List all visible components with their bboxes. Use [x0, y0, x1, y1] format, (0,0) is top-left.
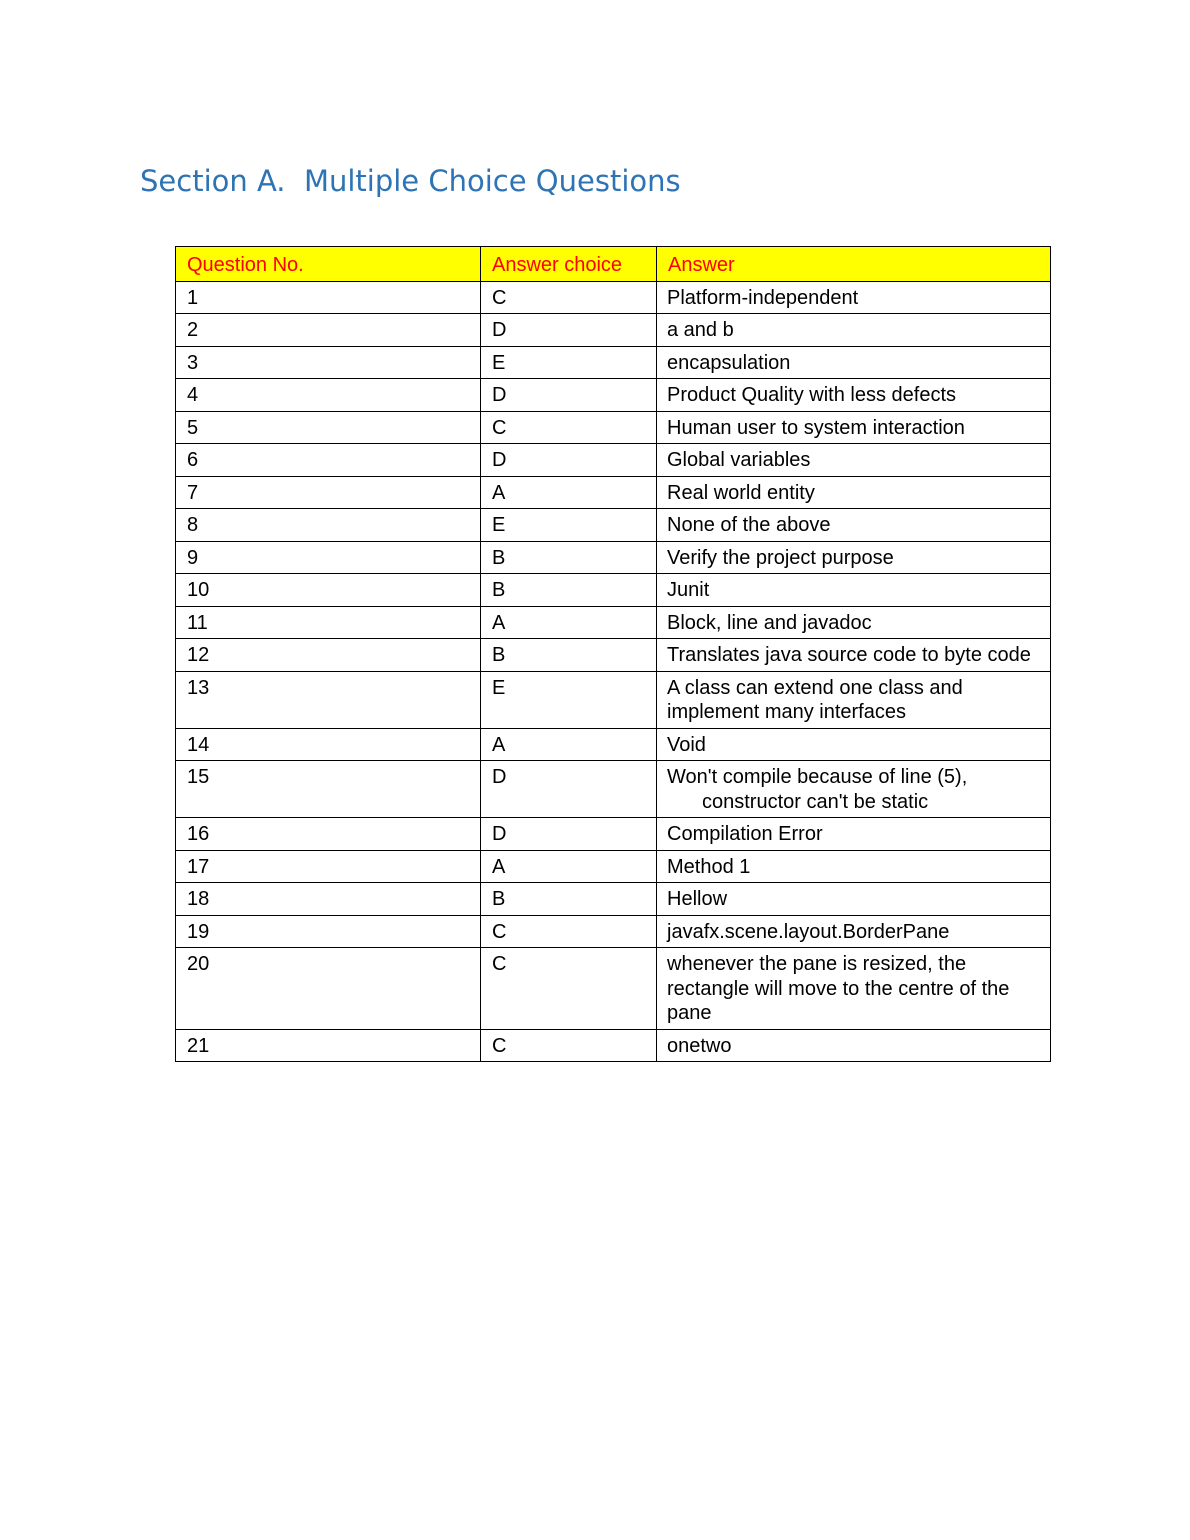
answer-choice-cell: C: [481, 281, 657, 314]
answer-choice-cell: D: [481, 444, 657, 477]
question-number-cell: 2: [176, 314, 481, 347]
answer-cell: [657, 761, 1051, 818]
answer-text: encapsulation: [667, 351, 791, 374]
table-row: [176, 915, 1051, 948]
answer-text: a and b: [667, 319, 734, 341]
question-number-cell: 16: [176, 818, 481, 851]
question-number-cell: 14: [176, 728, 481, 761]
table-row: [176, 314, 1051, 347]
answer-text: Translates java source code to byte code: [667, 644, 1031, 666]
question-number-cell: 1: [176, 281, 481, 314]
answer-cell: [657, 948, 1051, 1030]
answer-text: whenever the pane is resized, the rectangle will move to the centre of the pane: [667, 953, 1010, 1024]
answer-text: Global variables: [667, 449, 811, 471]
answer-text: Hellow: [667, 888, 728, 910]
answer-cell: [657, 850, 1051, 883]
answer-choice-cell: C: [481, 411, 657, 444]
answer-cell: [657, 379, 1051, 412]
answer-cell: [657, 1029, 1051, 1062]
header-row: [176, 247, 1051, 282]
answer-text: onetwo: [667, 1034, 732, 1057]
answer-text: javafx.scene.layout.BorderPane: [667, 920, 950, 943]
answer-text: Junit: [667, 579, 710, 601]
answer-cell: [657, 671, 1051, 728]
answer-cell: [657, 444, 1051, 477]
table-row: [176, 948, 1051, 1030]
question-number-cell: 3: [176, 346, 481, 379]
table-row: [176, 476, 1051, 509]
question-number-cell: 13: [176, 671, 481, 728]
answer-cell: [657, 728, 1051, 761]
table-row: [176, 818, 1051, 851]
header-question-no: Question No.: [176, 247, 481, 282]
question-number-cell: 4: [176, 379, 481, 412]
table-row: [176, 639, 1051, 672]
answer-cell: [657, 883, 1051, 916]
answer-cell: [657, 314, 1051, 347]
answer-choice-cell: E: [481, 671, 657, 728]
question-number-cell: 9: [176, 541, 481, 574]
question-number-cell: 19: [176, 915, 481, 948]
answer-cell: [657, 509, 1051, 542]
answer-text: Won't compile because of line (5), constructor can't be static: [667, 766, 968, 813]
table-body: [176, 281, 1051, 1062]
answer-choice-cell: A: [481, 606, 657, 639]
answer-text: None of the above: [667, 514, 831, 536]
table-header: [176, 247, 1051, 282]
table-row: [176, 761, 1051, 818]
answer-choice-cell: B: [481, 541, 657, 574]
answer-cell: [657, 574, 1051, 607]
header-answer-choice: Answer choice: [481, 247, 657, 282]
table-row: [176, 850, 1051, 883]
table-row: [176, 883, 1051, 916]
question-number-cell: 17: [176, 850, 481, 883]
question-number-cell: 15: [176, 761, 481, 818]
answer-choice-cell: B: [481, 639, 657, 672]
answer-text: Method 1: [667, 855, 751, 878]
table-row: [176, 379, 1051, 412]
question-number-cell: 8: [176, 509, 481, 542]
answer-choice-cell: D: [481, 379, 657, 412]
table-row: [176, 346, 1051, 379]
answer-choice-cell: D: [481, 314, 657, 347]
answer-choice-cell: B: [481, 574, 657, 607]
page-title: Section A. Multiple Choice Questions: [140, 164, 681, 198]
answer-cell: [657, 281, 1051, 314]
answer-choice-cell: D: [481, 761, 657, 818]
table-row: [176, 671, 1051, 728]
question-number-cell: 10: [176, 574, 481, 607]
answer-text: Void: [667, 733, 706, 756]
table-row: [176, 444, 1051, 477]
question-number-cell: 12: [176, 639, 481, 672]
answer-cell: [657, 639, 1051, 672]
answer-text: A class can extend one class and implement many interfaces: [667, 676, 963, 723]
question-number-cell: 20: [176, 948, 481, 1030]
question-number-cell: 11: [176, 606, 481, 639]
answer-table: [175, 246, 1051, 1062]
answer-choice-cell: A: [481, 850, 657, 883]
answer-text: Compilation Error: [667, 823, 823, 845]
table-row: [176, 541, 1051, 574]
answer-choice-cell: D: [481, 818, 657, 851]
answer-choice-cell: A: [481, 728, 657, 761]
answer-text: Platform-independent: [667, 286, 859, 309]
question-number-cell: 5: [176, 411, 481, 444]
answer-cell: [657, 818, 1051, 851]
header-answer: Answer: [657, 247, 1051, 282]
answer-choice-cell: B: [481, 883, 657, 916]
answer-cell: [657, 411, 1051, 444]
answer-choice-cell: C: [481, 948, 657, 1030]
table-row: [176, 411, 1051, 444]
answer-text: Product Quality with less defects: [667, 384, 957, 406]
answer-choice-cell: A: [481, 476, 657, 509]
table-row: [176, 509, 1051, 542]
answer-cell: [657, 606, 1051, 639]
table-row: [176, 281, 1051, 314]
answer-choice-cell: E: [481, 346, 657, 379]
table-row: [176, 1029, 1051, 1062]
answer-cell: [657, 541, 1051, 574]
question-number-cell: 21: [176, 1029, 481, 1062]
question-number-cell: 7: [176, 476, 481, 509]
table-row: [176, 728, 1051, 761]
answer-text: Real world entity: [667, 481, 815, 504]
table-row: [176, 574, 1051, 607]
question-number-cell: 18: [176, 883, 481, 916]
answer-cell: [657, 476, 1051, 509]
answer-cell: [657, 915, 1051, 948]
answer-text: Human user to system interaction: [667, 416, 965, 439]
answer-choice-cell: C: [481, 915, 657, 948]
answer-text: Block, line and javadoc: [667, 611, 872, 634]
answer-text: Verify the project purpose: [667, 546, 894, 569]
answer-choice-cell: E: [481, 509, 657, 542]
question-number-cell: 6: [176, 444, 481, 477]
table-row: [176, 606, 1051, 639]
answer-choice-cell: C: [481, 1029, 657, 1062]
answer-cell: [657, 346, 1051, 379]
